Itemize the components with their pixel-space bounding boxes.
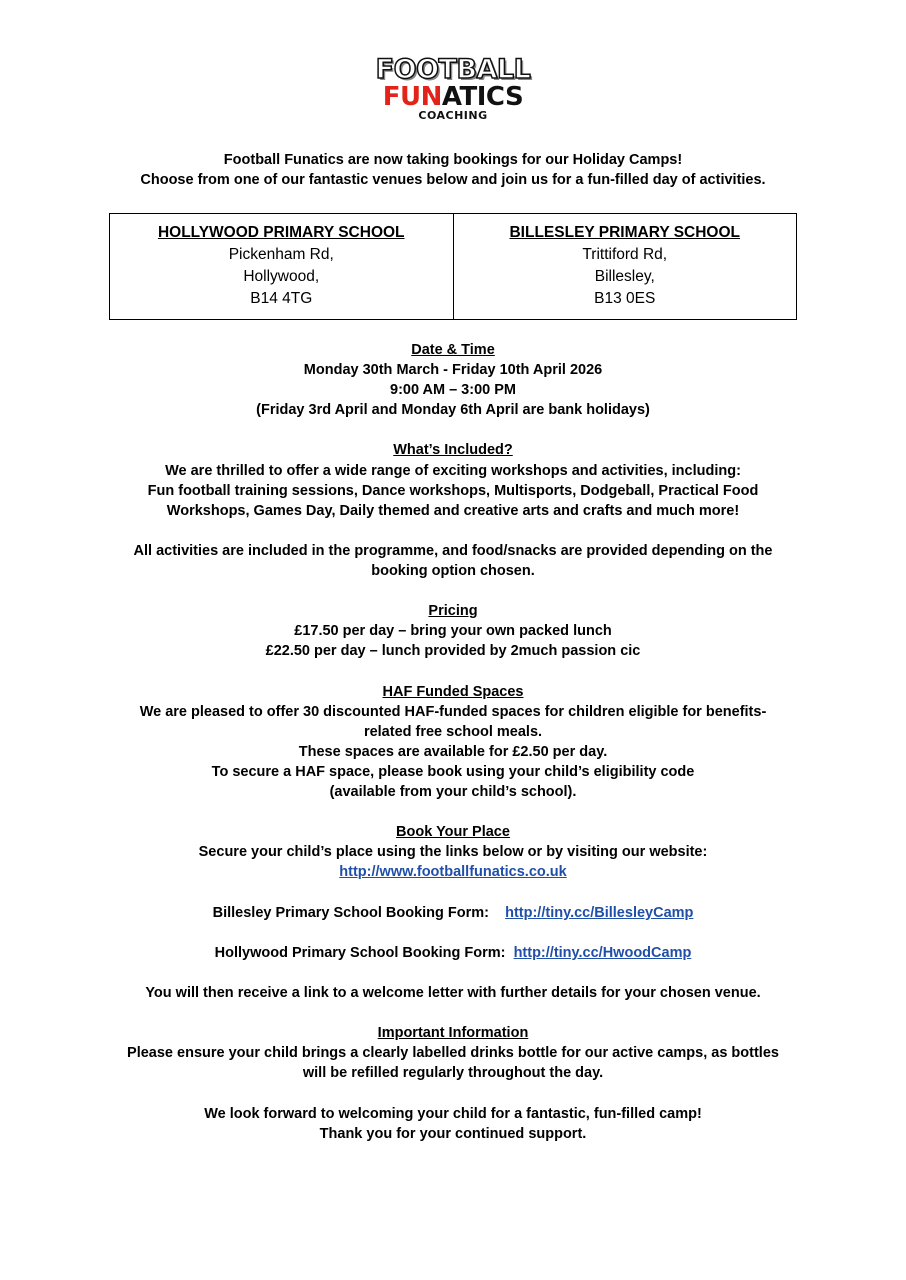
closing-line-1: We look forward to welcoming your child for a fantastic, fun-filled camp! — [204, 1105, 702, 1122]
intro-line-2: Choose from one of our fantastic venues below and join us for a fun-filled day of activities. — [140, 172, 766, 188]
booking-line-1: Secure your child’s place using the links below or by visiting our website: — [198, 844, 708, 861]
hollywood-booking-label: Hollywood Primary School Booking Form: — [214, 944, 506, 961]
venue-postcode: B13 0ES — [594, 290, 656, 307]
included-line-5: booking option chosen. — [371, 563, 535, 580]
pricing-option-2: £22.50 per day – lunch provided by 2much passion cic — [265, 643, 641, 660]
intro — [0, 150, 906, 190]
haf-line-3: These spaces are available for £2.50 per day. — [298, 743, 608, 760]
billesley-booking-label: Billesley Primary School Booking Form: — [212, 904, 489, 921]
haf-line-4: To secure a HAF space, please book using your child’s eligibility code — [211, 763, 695, 780]
date-time-heading: Date & Time — [411, 342, 495, 358]
date-range: Monday 30th March - Friday 10th April 2026 — [303, 362, 603, 379]
website-link[interactable]: http://www.footballfunatics.co.uk — [339, 864, 567, 881]
time-range: 9:00 AM – 3:00 PM — [390, 382, 516, 399]
venue-name: HOLLYWOOD PRIMARY SCHOOL — [157, 224, 405, 241]
haf-line-2: related free school meals. — [363, 723, 543, 740]
venues-table — [109, 213, 797, 320]
flyer-body — [60, 340, 846, 1144]
included-line-4: All activities are included in the programme, and food/snacks are provided depending on the — [133, 542, 773, 559]
venue-hollywood — [110, 214, 453, 319]
bank-holiday-note: (Friday 3rd April and Monday 6th April are bank holidays) — [256, 402, 650, 419]
booking-heading: Book Your Place — [396, 824, 510, 841]
venue-postcode: B14 4TG — [250, 290, 313, 307]
logo-line-football: FOOTBALL — [375, 54, 531, 85]
football-funatics-logo — [0, 56, 906, 122]
haf-line-1: We are pleased to offer 30 discounted HAF-funded spaces for children eligible for benefits- — [139, 703, 767, 720]
haf-heading: HAF Funded Spaces — [382, 683, 524, 700]
venue-name: BILLESLEY PRIMARY SCHOOL — [509, 224, 741, 241]
pricing-heading: Pricing — [428, 603, 478, 620]
venue-billesley — [453, 214, 797, 319]
venue-street: Pickenham Rd, — [228, 246, 334, 263]
venue-area: Hollywood, — [243, 268, 320, 285]
intro-line-1: Football Funatics are now taking bookings for our Holiday Camps! — [223, 152, 683, 168]
logo-atics: ATICS — [441, 82, 524, 112]
important-heading: Important Information — [377, 1025, 529, 1042]
venue-street: Trittiford Rd, — [582, 246, 668, 263]
included-heading: What’s Included? — [393, 442, 513, 459]
important-line-2: will be refilled regularly throughout the day. — [302, 1065, 604, 1082]
closing-line-2: Thank you for your continued support. — [319, 1125, 587, 1142]
pricing-option-1: £17.50 per day – bring your own packed lunch — [294, 623, 612, 640]
billesley-booking-link[interactable]: http://tiny.cc/BillesleyCamp — [505, 904, 694, 921]
haf-line-5: (available from your child’s school). — [329, 784, 577, 801]
important-line-1: Please ensure your child brings a clearly labelled drinks bottle for our active camps, as bottles — [127, 1045, 779, 1062]
logo-line-coaching: COACHING — [418, 109, 488, 122]
included-line-2: Fun football training sessions, Dance workshops, Multisports, Dodgeball, Practical Food — [147, 482, 759, 499]
hollywood-booking-link[interactable]: http://tiny.cc/HwoodCamp — [513, 944, 692, 961]
included-line-3: Workshops, Games Day, Daily themed and creative arts and crafts and much more! — [166, 502, 740, 519]
venue-area: Billesley, — [594, 268, 655, 285]
logo-line-funatics — [0, 84, 906, 110]
logo-fun: FUN — [382, 82, 442, 112]
included-line-1: We are thrilled to offer a wide range of exciting workshops and activities, including: — [165, 462, 741, 479]
booking-followup: You will then receive a link to a welcome letter with further details for your chosen venue. — [145, 985, 761, 1001]
